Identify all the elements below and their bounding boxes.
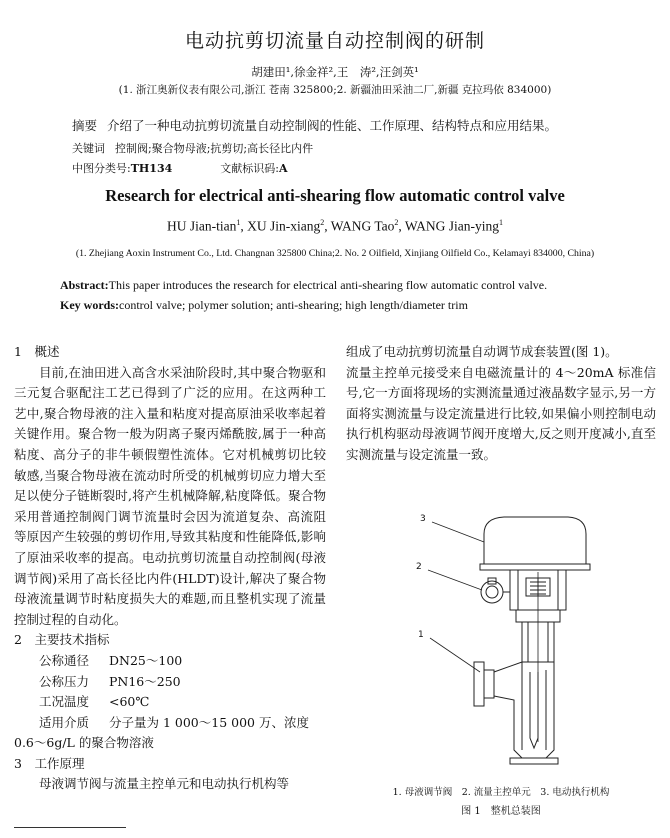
figure-legend: 1. 母液调节阀 2. 流量主控单元 3. 电动执行机构	[392, 787, 610, 798]
spec-value: <60℃	[109, 694, 150, 710]
abstract-cn	[72, 116, 632, 134]
author-en-name: WANG Tao	[330, 218, 395, 234]
spec-value: 分子量为 1 000～15 000 万、浓度	[109, 714, 309, 730]
section-3-paragraph-2: 流量主控单元接受来自电磁流量计的 4～20mA 标准信号,它一方面将现场的实测流量通过液晶数字显示,另一方面将实测流量与设定流量进行比较,如果偏小则控制电动执行机构驱动母液调节阀开度增大,反之则开度减小,直至实测流量与设定流量一致。	[346, 364, 656, 462]
figure-callout-3: 3	[420, 514, 426, 524]
keywords-en-label: Key words:	[60, 298, 119, 312]
section-3-heading: 3 工作原理	[14, 755, 85, 771]
keywords-cn-label: 关键词	[72, 142, 105, 155]
doc-code-label: 文献标识码:	[220, 162, 279, 175]
affiliations-cn: (1. 浙江奥新仪表有限公司,浙江 苍南 325800;2. 新疆油田采油二厂,新疆 克拉玛依 834000)	[118, 84, 552, 96]
body-right-column	[346, 342, 656, 466]
clc-label: 中图分类号:	[72, 162, 131, 175]
author-en-sup: 1	[499, 218, 504, 227]
spec-row	[14, 692, 326, 713]
abstract-cn-text: 介绍了一种电动抗剪切流量自动控制阀的性能、工作原理、结构特点和应用结果。	[107, 118, 558, 133]
authors-cn: 胡建田¹,徐金祥²,王 涛²,汪剑英¹	[251, 65, 419, 79]
author-en-name: WANG Jian-ying	[404, 218, 500, 234]
section-1-heading: 1 概述	[14, 344, 60, 359]
classification-line	[72, 160, 632, 176]
spec-key: 适用介质	[39, 714, 90, 730]
figure-callout-1: 1	[418, 630, 424, 640]
keywords-cn-text: 控制阀;聚合物母液;抗剪切;高长径比内件	[115, 142, 314, 155]
spec-key: 公称压力	[39, 673, 90, 689]
author-en-name: HU Jian-tian	[166, 218, 237, 234]
section-1-paragraph: 目前,在油田进入高含水采油阶段时,其中聚合物驱和三元复合驱配注工艺已得到了广泛的应用。在这两种工艺中,聚合物母液的注入量和粘度对提高原油采收率起着关键作用。聚合物一般为阴离子聚丙烯酰胺,属于一种高粘度、高分子的非牛顿假塑性流体。它对机械剪切比较敏感,当聚合物母液在流动时所受的机械剪切应力增大至足以使分子链断裂时,将产生机械降解,粘度降低。聚合物采用普通控制阀门调节流量时会因为流道复杂、高流阻等原因产生较强的剪切作用,导致其粘度和性能降低,影响了原油采收率的提高。电动抗剪切流量自动控制阀(母液调节阀)采用了高长径比内件(HLDT)设计,解决了聚合物母液流量调节时粘度损失大的难题,而且整机实现了流量控制过程的自动化。	[14, 364, 326, 627]
spec-value: DN25～100	[109, 652, 183, 668]
section-3-continued: 组成了电动抗剪切流量自动调节成套装置(图 1)。	[346, 344, 618, 359]
authors-en: HU Jian-tian$^1$, XU Jin-xiang$^2$, WANG Tao$^2$, WANG Jian-ying$^1$	[166, 218, 504, 234]
section-3-paragraph: 母液调节阀与流量主控单元和电动执行机构等	[39, 776, 290, 792]
keywords-en-text: control valve; polymer solution; anti-shearing; high length/diameter trim	[119, 298, 468, 312]
keywords-en	[60, 298, 620, 313]
figure-callout-2: 2	[416, 562, 422, 572]
body-left-column	[14, 342, 326, 795]
doc-code-value: A	[278, 162, 288, 175]
spec-value: PN16～250	[109, 673, 181, 689]
footnote-rule	[14, 827, 126, 828]
assembly-drawing	[418, 512, 594, 770]
spec-row	[14, 651, 326, 672]
spec-row	[14, 672, 326, 693]
paper-title-cn: 电动抗剪切流量自动控制阀的研制	[184, 30, 485, 52]
author-en-sup: 1	[236, 218, 241, 227]
spec-row-medium	[14, 713, 326, 734]
abstract-en-label: Abstract:	[60, 278, 109, 292]
author-en-sup: 2	[320, 218, 325, 227]
abstract-en	[60, 278, 620, 293]
affiliations-en: (1. Zhejiang Aoxin Instrument Co., Ltd. Changnan 325800 China;2. No. 2 Oilfield, Xinjiang Oilfield Co., Kelamayi 834000, China)	[75, 248, 595, 259]
spec-key: 公称通径	[39, 652, 90, 668]
figure-caption: 图 1 整机总装图	[461, 806, 541, 817]
author-en-sup: 2	[394, 218, 399, 227]
abstract-en-text: This paper introduces the research for electrical anti-shearing flow automatic control valve.	[108, 278, 548, 292]
author-en-name: XU Jin-xiang	[247, 218, 321, 234]
keywords-cn	[72, 140, 632, 156]
abstract-cn-label: 摘要	[72, 118, 98, 133]
clc-value: TH134	[130, 162, 173, 175]
paper-title-en: Research for electrical anti-shearing flow automatic control valve	[105, 186, 565, 205]
spec-key: 工况温度	[39, 694, 90, 710]
spec-medium-continued: 0.6～6g/L 的聚合物溶液	[14, 735, 154, 751]
section-2-heading: 2 主要技术指标	[14, 632, 110, 648]
